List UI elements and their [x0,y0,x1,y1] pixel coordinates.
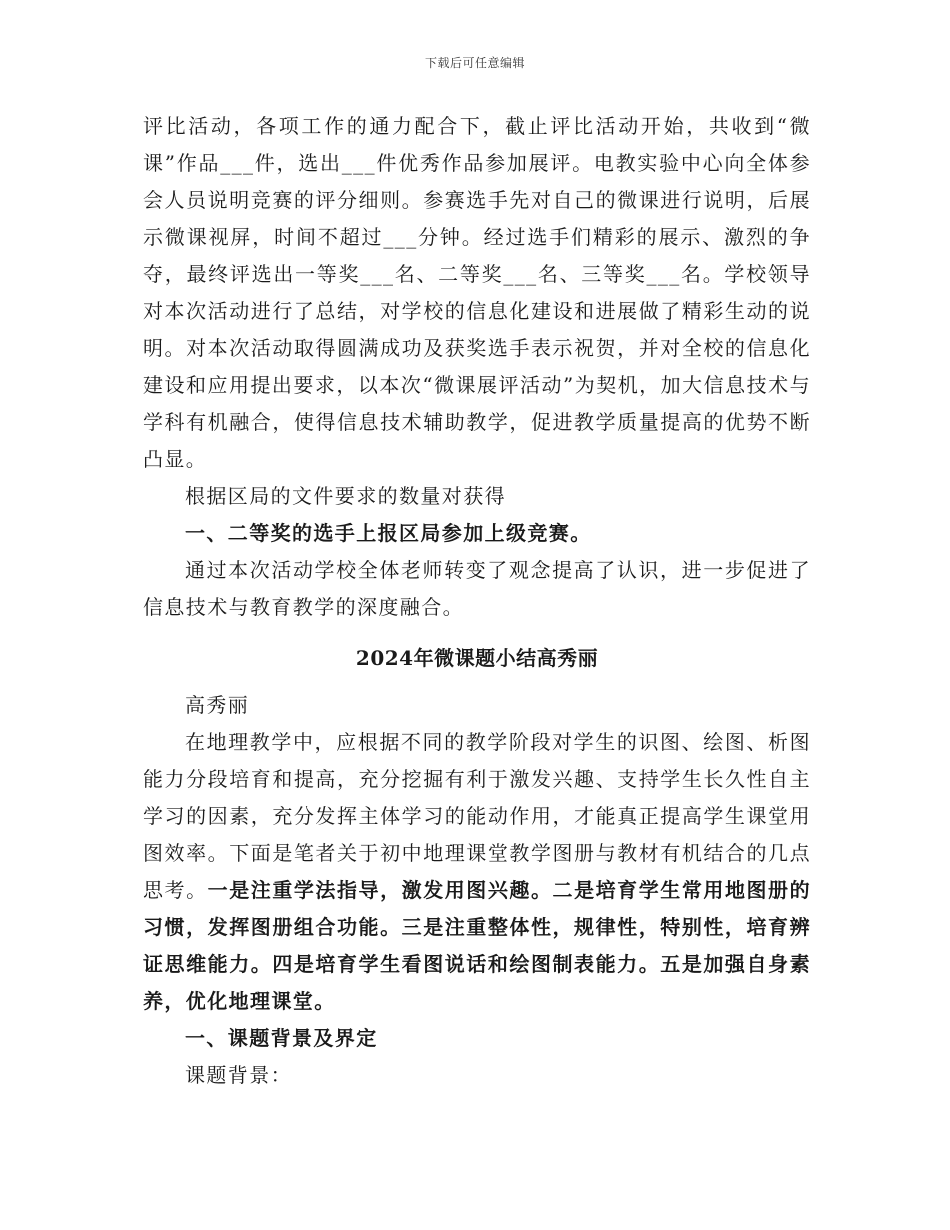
paragraph-award-report: 一、二等奖的选手上报区局参加上级竞赛。 [185,521,592,545]
intro-plain-text: 在地理教学中，应根据不同的教学阶段对学生的识图、绘图、析图能力分段培育和提高，充分挖掘有利于激发兴趣、支持学生长久性自主学习的因素，充分发挥主体学习的能动作用，才能真正提高学生课堂用图效率。下面是笔者关于初中地理课堂教学图册与教材有机结合的几点思考。 [143,730,811,902]
page-header-note: 下载后可任意编辑 [424,56,525,70]
section-heading-background: 一、课题背景及界定 [185,1026,378,1050]
document-body [143,108,811,1094]
paragraph-intro [143,724,811,1020]
author-name: 高秀丽 [185,693,250,717]
paragraph-conclusion: 通过本次活动学校全体老师转变了观念提高了认识，进一步促进了信息技术与教育教学的深度融合。 [143,558,811,619]
intro-bold-text: 一是注重学法指导，激发用图兴趣。二是培育学生常用地图册的习惯，发挥图册组合功能。三是注重整体性，规律性，特别性，培育辨证思维能力。四是培育学生看图说话和绘图制表能力。五是加强自身素养，优化地理课堂。 [143,878,812,1013]
paragraph-activity-summary: 评比活动，各项工作的通力配合下，截止评比活动开始，共收到“微课”作品___件，选出___件优秀作品参加展评。电教实验中心向全体参会人员说明竞赛的评分细则。参赛选手先对自己的微课进行说明，后展示微课视屏，时间不超过___分钟。经过选手们精彩的展示、激烈的争夺，最终评选出一等奖___名、二等奖___名、三等奖___名。学校领导对本次活动进行了总结，对学校的信息化建设和进展做了精彩生动的说明。对本次活动取得圆满成功及获奖选手表示祝贺，并对全校的信息化建设和应用提出要求，以本次“微课展评活动”为契机，加大信息技术与学科有机融合，使得信息技术辅助教学，促进教学质量提高的优势不断凸显。 [143,114,811,471]
document-title: 2024年微课题小结高秀丽 [355,646,599,670]
paragraph-district-requirement: 根据区局的文件要求的数量对获得 [185,484,506,508]
subheading-background: 课题背景： [185,1063,292,1087]
